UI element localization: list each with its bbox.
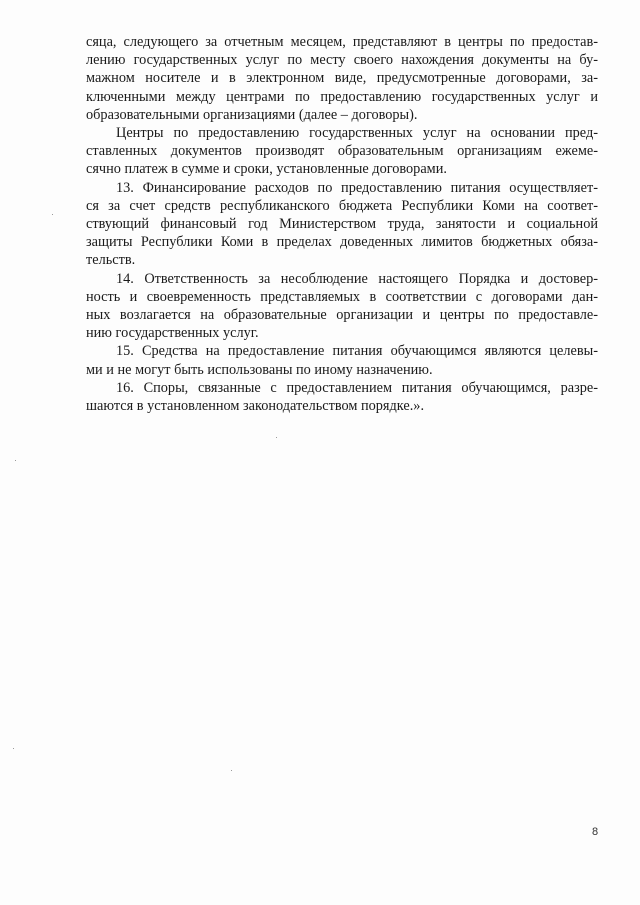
scan-speck: [231, 770, 232, 771]
paragraph-continuation: [86, 33, 598, 124]
text-line: сячно платеж в сумме и сроки, установленные договорами.: [86, 161, 447, 178]
page-number: 8: [592, 826, 599, 838]
text-line: нию государственных услуг.: [86, 325, 259, 342]
text-line: 15. Средства на предоставление питания обучающимся являются целевы-: [116, 343, 598, 360]
text-line: мажном носителе и в электронном виде, предусмотренные договорами, за-: [86, 70, 598, 87]
paragraph-item-15: [86, 342, 598, 378]
text-line: 13. Финансирование расходов по предоставлению питания осуществляет-: [116, 179, 598, 196]
scan-speck: [52, 214, 53, 215]
paragraph-centers-payment: [86, 124, 598, 179]
text-line: ключенными между центрами по предоставлению государственных услуг и: [86, 88, 598, 105]
text-line: сяца, следующего за отчетным месяцем, представляют в центры по предостав-: [86, 34, 598, 50]
text-line: шаются в установленном законодательством порядке.».: [86, 398, 425, 415]
text-line: ность и своевременность представляемых в соответствии с договорами дан-: [86, 288, 598, 305]
text-line: образовательными организациями (далее – договоры).: [86, 106, 418, 123]
text-line: тельств.: [86, 252, 136, 269]
text-line: ных возлагается на образовательные организации и центры по предоставле-: [86, 307, 598, 324]
paragraph-item-14: [86, 270, 598, 343]
paragraph-item-16: [86, 379, 598, 415]
text-line: 14. Ответственность за несоблюдение настоящего Порядка и достовер-: [116, 270, 598, 287]
paragraph-item-13: [86, 179, 598, 270]
scan-speck: [276, 437, 277, 438]
text-line: защиты Республики Коми в пределах доведенных лимитов бюджетных обяза-: [86, 234, 598, 251]
text-line: ся за счет средств республиканского бюджета Республики Коми на соответ-: [86, 197, 598, 214]
scan-speck: [13, 748, 14, 749]
text-line: лению государственных услуг по месту своего нахождения документы на бу-: [86, 52, 598, 69]
text-line: ствующий финансовый год Министерством труда, занятости и социальной: [86, 216, 598, 233]
text-line: ставленных документов производят образовательным организациям ежеме-: [86, 143, 598, 160]
text-line: 16. Споры, связанные с предоставлением питания обучающимся, разре-: [116, 379, 598, 396]
text-line: Центры по предоставлению государственных услуг на основании пред-: [116, 125, 598, 142]
body-text: [86, 33, 598, 415]
scan-speck: [15, 460, 16, 461]
text-line: ми и не могут быть использованы по иному назначению.: [86, 361, 433, 378]
